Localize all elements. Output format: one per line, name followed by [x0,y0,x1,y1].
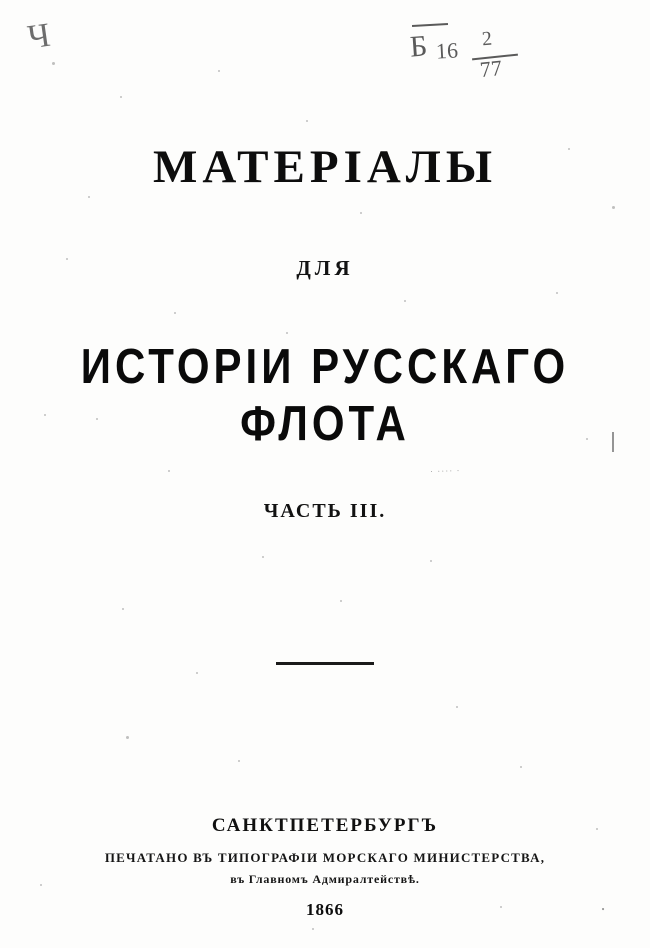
horizontal-rule [276,662,374,665]
volume-part-label: ЧАСТЬ III. [263,500,387,522]
imprint-year: 1866 [306,900,344,919]
imprint-printer-line-1: ПЕЧАТАНО ВЪ ТИПОГРАФІИ МОРСКАГО МИНИСТЕРСТВА, [104,850,546,865]
shelfmark-letter: Б [408,29,429,64]
shelfmark-fraction-numerator: 2 [481,27,493,51]
handwritten-shelfmark [410,22,530,96]
imprint-printer-line-2: въ Главномъ Адмиралтействѣ. [230,872,420,886]
shelfmark-fraction-denominator: 77 [478,54,504,83]
page-title: МАТЕРІАЛЫ [153,141,497,193]
handwritten-mark-bottom-right: · [598,898,609,920]
page-subtitle: ИСТОРІИ РУССКАГО ФЛОТА [80,338,570,451]
handwritten-mark-top-left: Ч [25,16,53,57]
shelfmark-overline [412,23,448,27]
title-connector: ДЛЯ [296,256,354,280]
imprint-city: САНКТПЕТЕРБУРГЪ [211,815,439,836]
faint-pencil-note: · ···· · [429,465,461,477]
shelfmark-number: 16 [435,37,459,64]
